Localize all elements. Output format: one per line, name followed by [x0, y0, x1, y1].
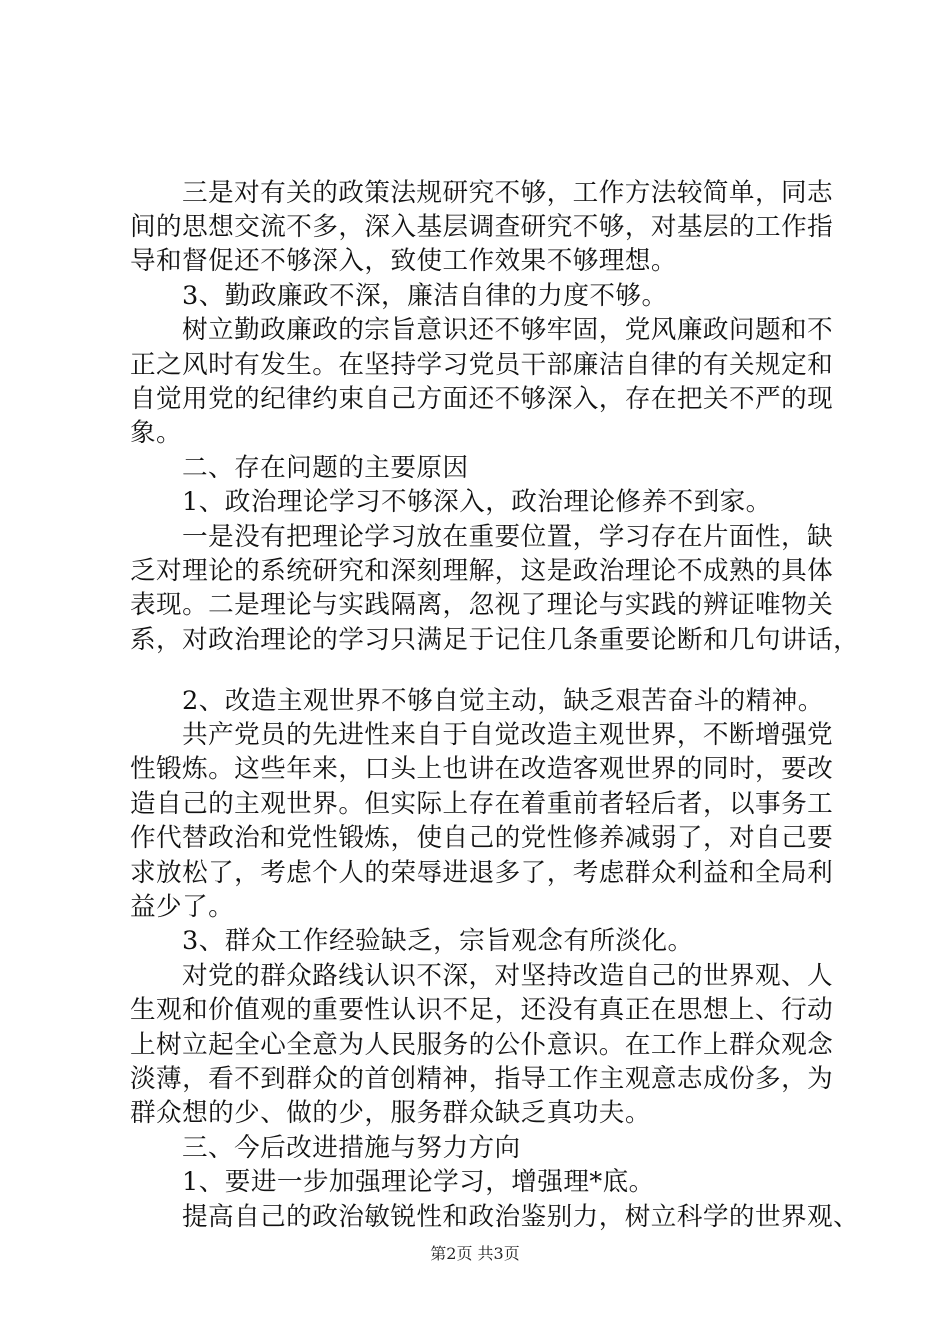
- text-line: 淡薄，看不到群众的首创精神，指导工作主观意志成份多，为: [130, 1064, 834, 1094]
- text-line: 性锻炼。这些年来，口头上也讲在改造客观世界的同时，要改: [130, 754, 834, 784]
- text-line: 3、勤政廉政不深，廉洁自律的力度不够。: [182, 281, 668, 311]
- text-line: 生观和价值观的重要性认识不足，还没有真正在思想上、行动: [130, 995, 834, 1025]
- text-line: 1、要进一步加强理论学习，增强理*底。: [182, 1167, 655, 1197]
- text-line: 正之风时有发生。在坚持学习党员干部廉洁自律的有关规定和: [130, 350, 834, 380]
- text-line: 3、群众工作经验缺乏，宗旨观念有所淡化。: [182, 926, 694, 956]
- page-footer: 第2页 共3页: [430, 1244, 520, 1263]
- text-line: 作代替政治和党性锻炼，使自己的党性修养减弱了，对自己要: [130, 823, 834, 853]
- text-line: 系，对政治理论的学习只满足于记住几条重要论断和几句讲话，: [130, 625, 860, 655]
- text-line: 导和督促还不够深入，致使工作效果不够理想。: [130, 246, 677, 276]
- text-line: 求放松了，考虑个人的荣辱进退多了，考虑群众利益和全局利: [130, 858, 834, 888]
- section-heading: 三、今后改进措施与努力方向: [182, 1133, 521, 1163]
- text-line: 表现。二是理论与实践隔离，忽视了理论与实践的辨证唯物关: [130, 590, 834, 620]
- text-line: 三是对有关的政策法规研究不够，工作方法较简单，同志: [182, 178, 834, 208]
- text-line: 2、改造主观世界不够自觉主动，缺乏艰苦奋斗的精神。: [182, 686, 824, 716]
- text-line: 造自己的主观世界。但实际上存在着重前者轻后者，以事务工: [130, 789, 834, 819]
- text-line: 1、政治理论学习不够深入，政治理论修养不到家。: [182, 487, 772, 517]
- text-line: 树立勤政廉政的宗旨意识还不够牢固，党风廉政问题和不: [182, 315, 834, 345]
- text-line: 共产党员的先进性来自于自觉改造主观世界，不断增强党: [182, 720, 834, 750]
- text-line: 象。: [130, 418, 183, 448]
- text-line: 自觉用党的纪律约束自己方面还不够深入，存在把关不严的现: [130, 384, 834, 414]
- text-line: 提高自己的政治敏锐性和政治鉴别力，树立科学的世界观、: [182, 1202, 860, 1232]
- text-line: 益少了。: [130, 892, 235, 922]
- text-line: 间的思想交流不多，深入基层调查研究不够，对基层的工作指: [130, 212, 834, 242]
- text-line: 对党的群众路线认识不深，对坚持改造自己的世界观、人: [182, 961, 834, 991]
- section-heading: 二、存在问题的主要原因: [182, 453, 469, 483]
- text-line: 上树立起全心全意为人民服务的公仆意识。在工作上群众观念: [130, 1030, 834, 1060]
- text-line: 群众想的少、做的少，服务群众缺乏真功夫。: [130, 1098, 651, 1128]
- text-line: 一是没有把理论学习放在重要位置，学习存在片面性，缺: [182, 522, 834, 552]
- text-line: 乏对理论的系统研究和深刻理解，这是政治理论不成熟的具体: [130, 556, 834, 586]
